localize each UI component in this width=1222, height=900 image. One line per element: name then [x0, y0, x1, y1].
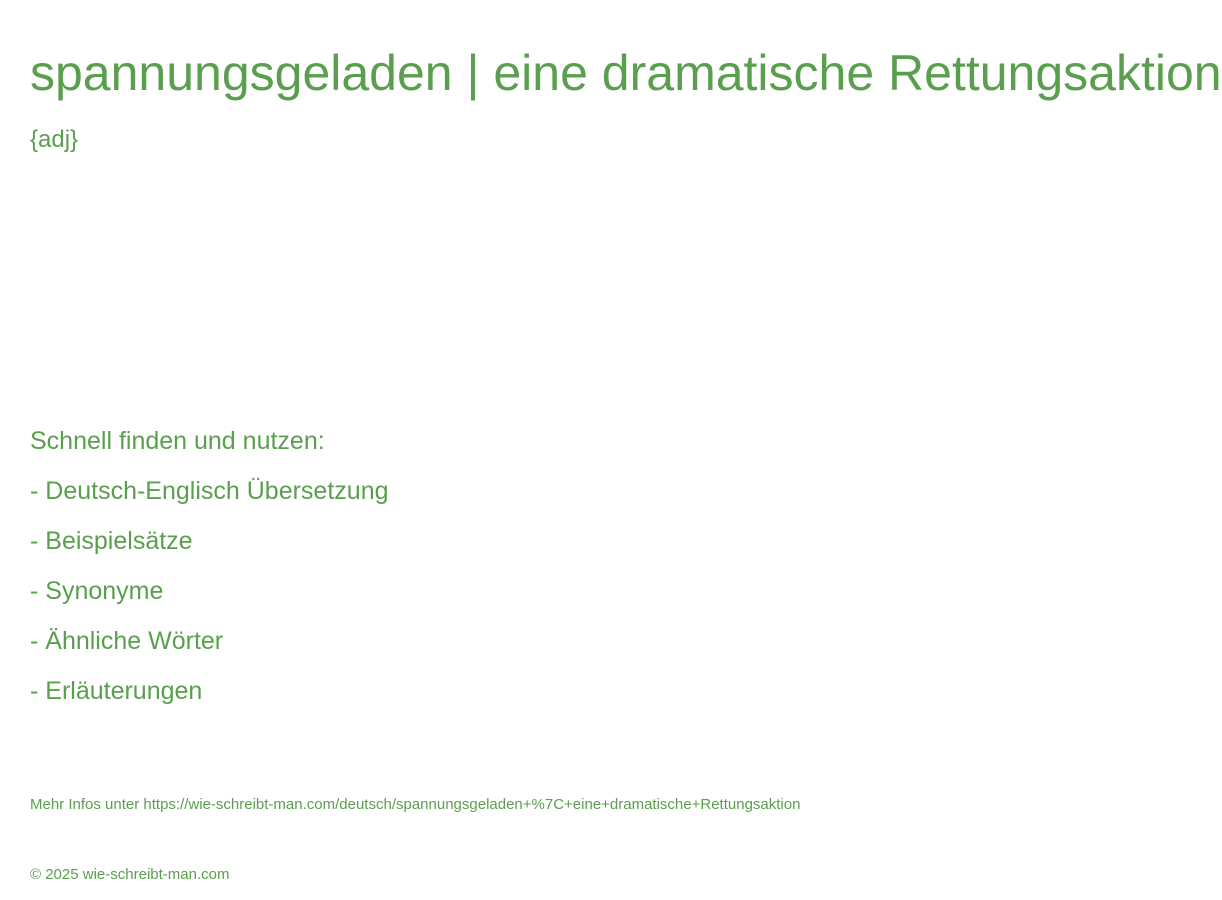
features-list	[30, 474, 389, 724]
more-info-link[interactable]: Mehr Infos unter https://wie-schreibt-man.com/deutsch/spannungsgeladen+%7C+eine+dramatische+Rettungsaktion	[30, 796, 801, 813]
feature-item-synonyms: - Synonyme	[30, 577, 164, 605]
feature-item-example-sentences: - Beispielsätze	[30, 527, 193, 555]
feature-item-translation: - Deutsch-Englisch Übersetzung	[30, 477, 389, 505]
part-of-speech: {adj}	[30, 126, 79, 153]
feature-item-explanations: - Erläuterungen	[30, 677, 203, 705]
page-title: spannungsgeladen | eine dramatische Rettungsaktion	[30, 45, 1222, 101]
footer-copyright: © 2025 wie-schreibt-man.com	[30, 866, 230, 883]
features-heading: Schnell finden und nutzen:	[30, 427, 325, 455]
feature-item-similar-words: - Ähnliche Wörter	[30, 627, 224, 655]
